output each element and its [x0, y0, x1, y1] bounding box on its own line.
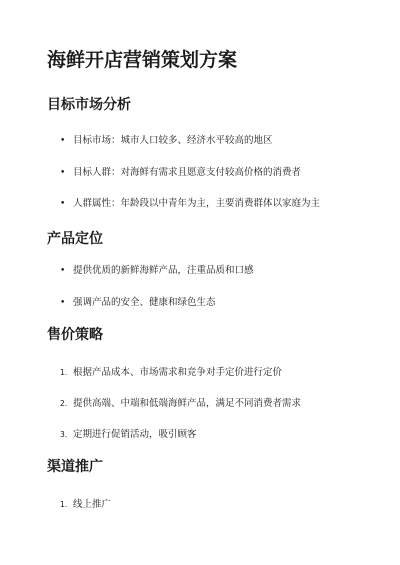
- list-item-text: 目标人群：对海鲜有需求且愿意支付较高价格的消费者: [73, 167, 302, 178]
- bullet-icon: •: [60, 168, 66, 178]
- bullet-icon: •: [60, 266, 66, 276]
- list-item: [60, 397, 301, 411]
- list-item: [60, 296, 216, 310]
- list-item: [60, 264, 254, 278]
- list-item-text: 目标市场：城市人口较多、经济水平较高的地区: [73, 135, 273, 146]
- list-item: [60, 366, 282, 380]
- list-item-text: 线上推广: [73, 499, 112, 510]
- list-item-text: 定期进行促销活动，吸引顾客: [73, 429, 197, 440]
- section-heading-product-positioning: 产品定位: [47, 231, 103, 247]
- list-item: [60, 134, 273, 148]
- list-number: 1.: [60, 368, 68, 377]
- list-item: [60, 428, 197, 442]
- list-item-text: 提供高端、中端和低端海鲜产品，满足不同消费者需求: [73, 398, 302, 409]
- section-heading-target-market: 目标市场分析: [47, 97, 131, 113]
- list-number: 2.: [60, 399, 68, 408]
- list-number: 3.: [60, 430, 68, 439]
- list-item-text: 提供优质的新鲜海鲜产品，注重品质和口感: [73, 265, 254, 276]
- list-item: [60, 166, 301, 180]
- bullet-icon: •: [60, 298, 66, 308]
- bullet-icon: •: [60, 199, 66, 209]
- list-item: [60, 197, 320, 211]
- document-title: 海鲜开店营销策划方案: [47, 49, 238, 71]
- section-heading-channel-promotion: 渠道推广: [47, 459, 103, 475]
- list-item-text: 根据产品成本、市场需求和竞争对手定价进行定价: [73, 367, 283, 378]
- list-number: 1.: [60, 500, 68, 509]
- list-item: [60, 498, 111, 512]
- list-item-text: 人群属性：年龄段以中青年为主，主要消费群体以家庭为主: [73, 198, 321, 209]
- bullet-icon: •: [60, 136, 66, 146]
- section-heading-pricing-strategy: 售价策略: [47, 327, 103, 343]
- list-item-text: 强调产品的安全、健康和绿色生态: [73, 297, 216, 308]
